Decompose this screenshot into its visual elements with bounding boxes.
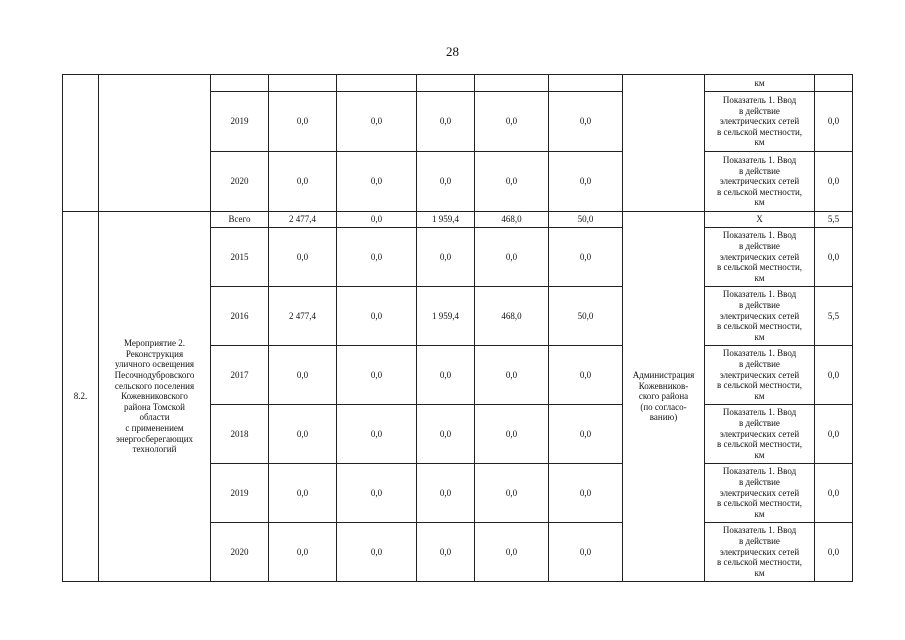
year-cell: 2018 — [211, 405, 269, 464]
indicator-cell: Показатель 1. Ввод в действие электрических сетей в сельской местности, км — [705, 228, 815, 287]
value-cell: 0,0 — [417, 405, 475, 464]
value-cell: 0,0 — [269, 523, 337, 582]
value-cell: 0,0 — [475, 228, 549, 287]
total-value-cell: 2 477,4 — [269, 212, 337, 228]
value-cell: 0,0 — [417, 464, 475, 523]
year-cell: 2019 — [211, 464, 269, 523]
year-cell: 2016 — [211, 287, 269, 346]
target-value-cell: 0,0 — [815, 346, 853, 405]
value-cell: 0,0 — [549, 228, 623, 287]
prev-executor-cell — [623, 75, 705, 212]
value-cell: 0,0 — [475, 346, 549, 405]
value-cell: 0,0 — [549, 346, 623, 405]
value-cell: 0,0 — [475, 523, 549, 582]
executor-cell: Администрация Кожевников- ского района (по согласо- ванию) — [623, 212, 705, 582]
value-cell: 0,0 — [337, 346, 417, 405]
total-label-cell: Всего — [211, 212, 269, 228]
target-value-cell: 0,0 — [815, 228, 853, 287]
value-cell: 0,0 — [475, 92, 549, 152]
value-cell: 0,0 — [269, 405, 337, 464]
indicator-cell: км — [705, 75, 815, 92]
value-cell: 468,0 — [475, 287, 549, 346]
table-row — [63, 212, 853, 228]
value-cell: 0,0 — [475, 464, 549, 523]
value-cell: 0,0 — [549, 464, 623, 523]
target-value-cell: 0,0 — [815, 152, 853, 212]
value-cell: 0,0 — [417, 523, 475, 582]
total-value-cell: 50,0 — [549, 212, 623, 228]
value-cell: 0,0 — [269, 464, 337, 523]
value-cell: 2 477,4 — [269, 287, 337, 346]
value-cell: 0,0 — [337, 523, 417, 582]
prev-number-cell — [63, 75, 99, 212]
target-value-cell: 5,5 — [815, 287, 853, 346]
value-cell: 0,0 — [269, 152, 337, 212]
indicator-cell: Показатель 1. Ввод в действие электрических сетей в сельской местности, км — [705, 152, 815, 212]
value-cell: 0,0 — [475, 405, 549, 464]
total-value-cell: 468,0 — [475, 212, 549, 228]
value-cell: 0,0 — [269, 228, 337, 287]
value-cell: 0,0 — [337, 287, 417, 346]
target-value-cell: 5,5 — [815, 212, 853, 228]
year-cell: 2019 — [211, 92, 269, 152]
value-cell: 0,0 — [337, 152, 417, 212]
value-cell: 0,0 — [337, 92, 417, 152]
year-cell: 2015 — [211, 228, 269, 287]
value-cell: 0,0 — [417, 152, 475, 212]
value-cell: 0,0 — [417, 228, 475, 287]
target-value-cell: 0,0 — [815, 92, 853, 152]
indicator-cell: Показатель 1. Ввод в действие электрических сетей в сельской местности, км — [705, 464, 815, 523]
year-cell: 2017 — [211, 346, 269, 405]
measure-name: Мероприятие 2. Реконструкция уличного освещения Песочнодубровского сельского поселения Кожевниковского района Томской области с применением энергосберегающих технологий — [99, 212, 211, 582]
program-measures-table — [62, 74, 853, 582]
value-cell: 0,0 — [549, 405, 623, 464]
indicator-cell: Показатель 1. Ввод в действие электрических сетей в сельской местности, км — [705, 523, 815, 582]
value-cell: 0,0 — [269, 92, 337, 152]
value-cell: 0,0 — [337, 464, 417, 523]
target-value-cell: 0,0 — [815, 405, 853, 464]
year-cell: 2020 — [211, 523, 269, 582]
target-value-cell: 0,0 — [815, 464, 853, 523]
total-value-cell: 1 959,4 — [417, 212, 475, 228]
value-cell: 0,0 — [549, 92, 623, 152]
total-value-cell: 0,0 — [337, 212, 417, 228]
prev-year-cell — [211, 75, 269, 92]
measure-number: 8.2. — [63, 212, 99, 582]
page-number: 28 — [446, 44, 459, 59]
value-cell: 0,0 — [417, 346, 475, 405]
total-indicator-cell: Х — [705, 212, 815, 228]
indicator-cell: Показатель 1. Ввод в действие электрических сетей в сельской местности, км — [705, 405, 815, 464]
value-cell: 0,0 — [337, 405, 417, 464]
value-cell: 0,0 — [549, 523, 623, 582]
value-cell: 0,0 — [475, 152, 549, 212]
value-cell: 0,0 — [549, 152, 623, 212]
value-cell: 50,0 — [549, 287, 623, 346]
value-cell: 0,0 — [417, 92, 475, 152]
prev-name-cell — [99, 75, 211, 212]
indicator-cell: Показатель 1. Ввод в действие электрических сетей в сельской местности, км — [705, 92, 815, 152]
table-row — [63, 75, 853, 92]
target-value-cell: 0,0 — [815, 523, 853, 582]
indicator-cell: Показатель 1. Ввод в действие электрических сетей в сельской местности, км — [705, 287, 815, 346]
value-cell: 1 959,4 — [417, 287, 475, 346]
year-cell: 2020 — [211, 152, 269, 212]
value-cell: 0,0 — [337, 228, 417, 287]
value-cell: 0,0 — [269, 346, 337, 405]
indicator-cell: Показатель 1. Ввод в действие электрических сетей в сельской местности, км — [705, 346, 815, 405]
